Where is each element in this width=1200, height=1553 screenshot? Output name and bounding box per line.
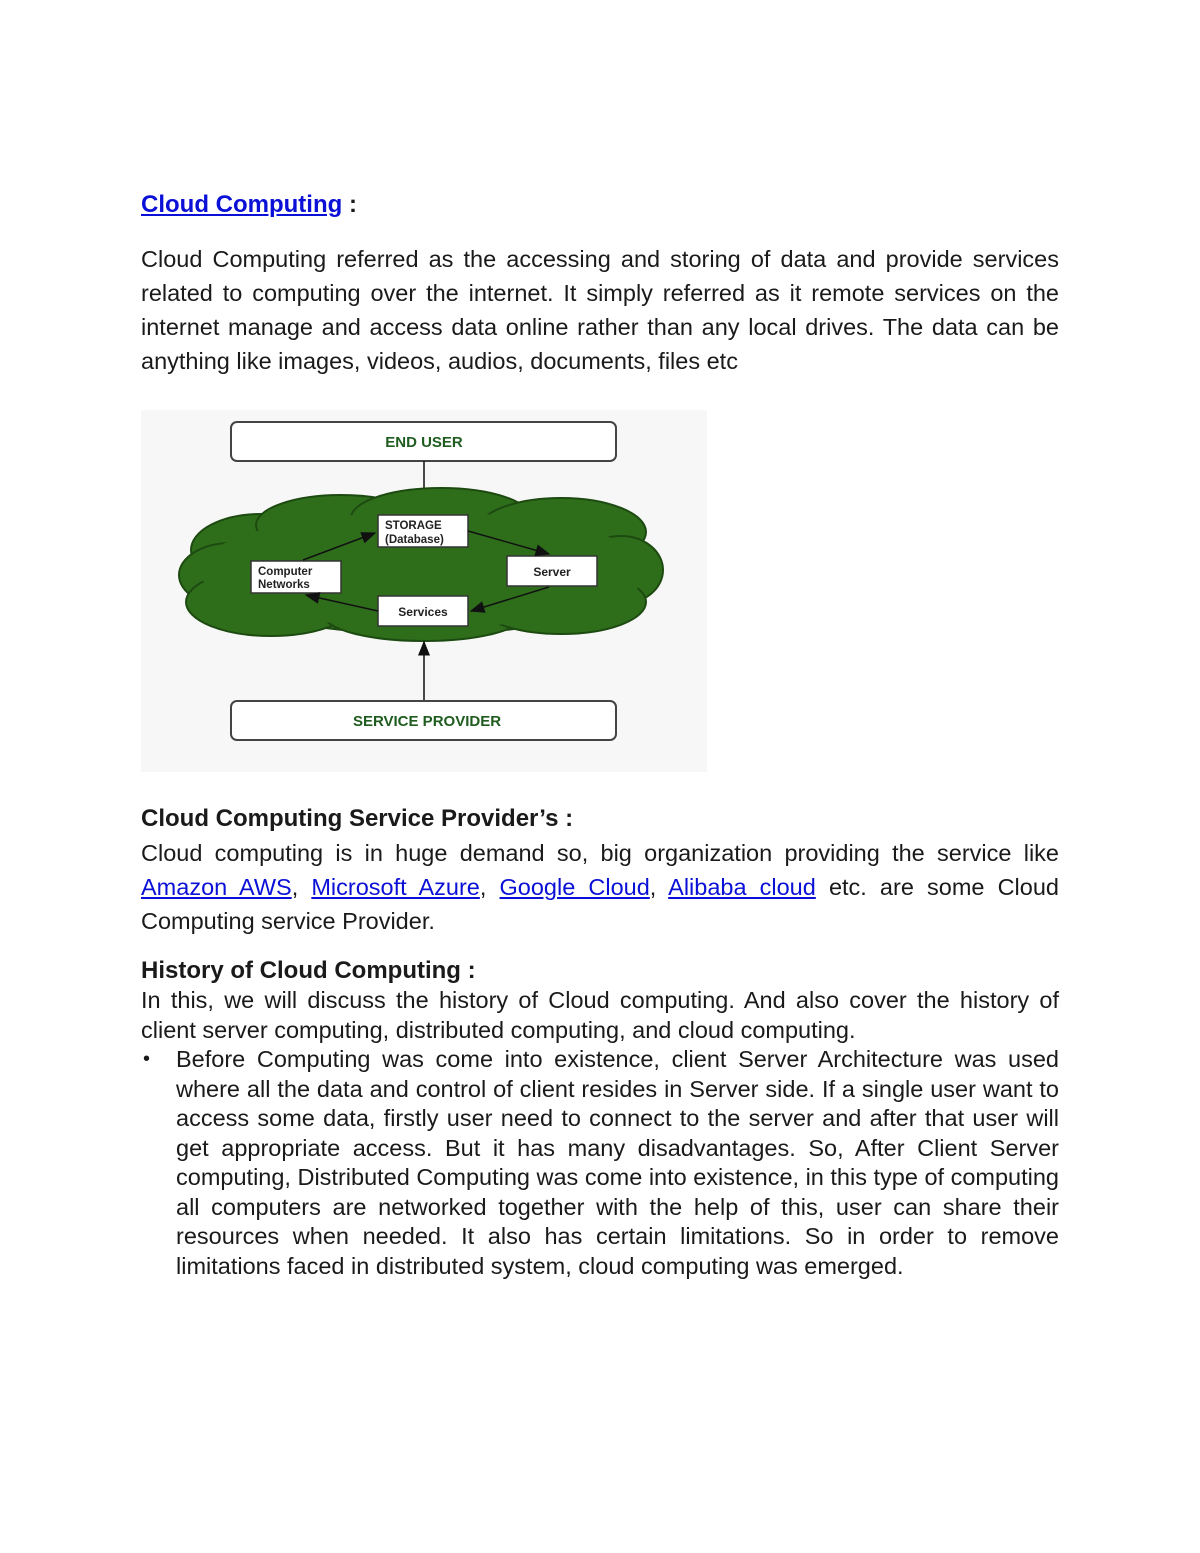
section-heading-service-providers: Cloud Computing Service Provider’s :: [141, 805, 574, 832]
heading-colon: :: [342, 191, 357, 218]
end-user-label: END USER: [385, 434, 463, 451]
alibaba-cloud-link[interactable]: Alibaba cloud: [668, 874, 816, 900]
history-bullet-list: [141, 1045, 1059, 1281]
providers-text-before: Cloud computing is in huge demand so, big organization providing the service like: [141, 840, 1059, 866]
link-separator: ,: [479, 874, 500, 900]
microsoft-azure-link[interactable]: Microsoft Azure: [311, 874, 480, 900]
link-separator: ,: [649, 874, 669, 900]
document-page: [141, 188, 1059, 1281]
server-label: Server: [533, 565, 571, 579]
storage-label-line2: (Database): [385, 534, 444, 546]
services-label: Services: [398, 605, 448, 619]
bullet-icon: •: [143, 1048, 151, 1070]
diagram-svg: [141, 410, 707, 772]
cloud-computing-link[interactable]: Cloud Computing: [141, 191, 343, 218]
list-item: [141, 1045, 1059, 1281]
networks-label-line2: Networks: [258, 579, 310, 591]
amazon-aws-link[interactable]: Amazon AWS: [141, 874, 292, 900]
section-heading-cloud-computing: [141, 188, 1059, 222]
link-separator: ,: [291, 874, 312, 900]
history-intro-paragraph: In this, we will discuss the history of Cloud computing. And also cover the history of client server computing, distributed computing, and cloud computing.: [141, 987, 1059, 1043]
storage-label-line1: STORAGE: [385, 520, 442, 532]
service-provider-label: SERVICE PROVIDER: [352, 713, 502, 730]
providers-text-after: etc. are some Cloud Computing service Provider.: [141, 874, 1059, 934]
networks-label-line1: Computer: [258, 566, 313, 578]
providers-paragraph: [141, 836, 1059, 938]
cloud-computing-diagram: [141, 410, 707, 772]
intro-paragraph: Cloud Computing referred as the accessing and storing of data and provide services related to computing over the internet. It simply referred as it remote services on the internet manage and access data online rather than any local drives. The data can be anything like images, videos, audios, documents, files etc: [141, 246, 1059, 374]
google-cloud-link[interactable]: Google Cloud: [499, 874, 650, 900]
section-heading-history: History of Cloud Computing :: [141, 957, 476, 984]
history-bullet-text: Before Computing was come into existence, client Server Architecture was used where all the data and control of client resides in Server side. If a single user want to access some data, firstly user need to connect to the server and after that user will get appropriate access. But it has many disadvantages. So, After Client Server computing, Distributed Computing was come into existence, in this type of computing all computers are networked together with the help of this, user can share their resources when needed. It also has certain limitations. So in order to remove limitations faced in distributed system, cloud computing was emerged.: [176, 1046, 1059, 1279]
